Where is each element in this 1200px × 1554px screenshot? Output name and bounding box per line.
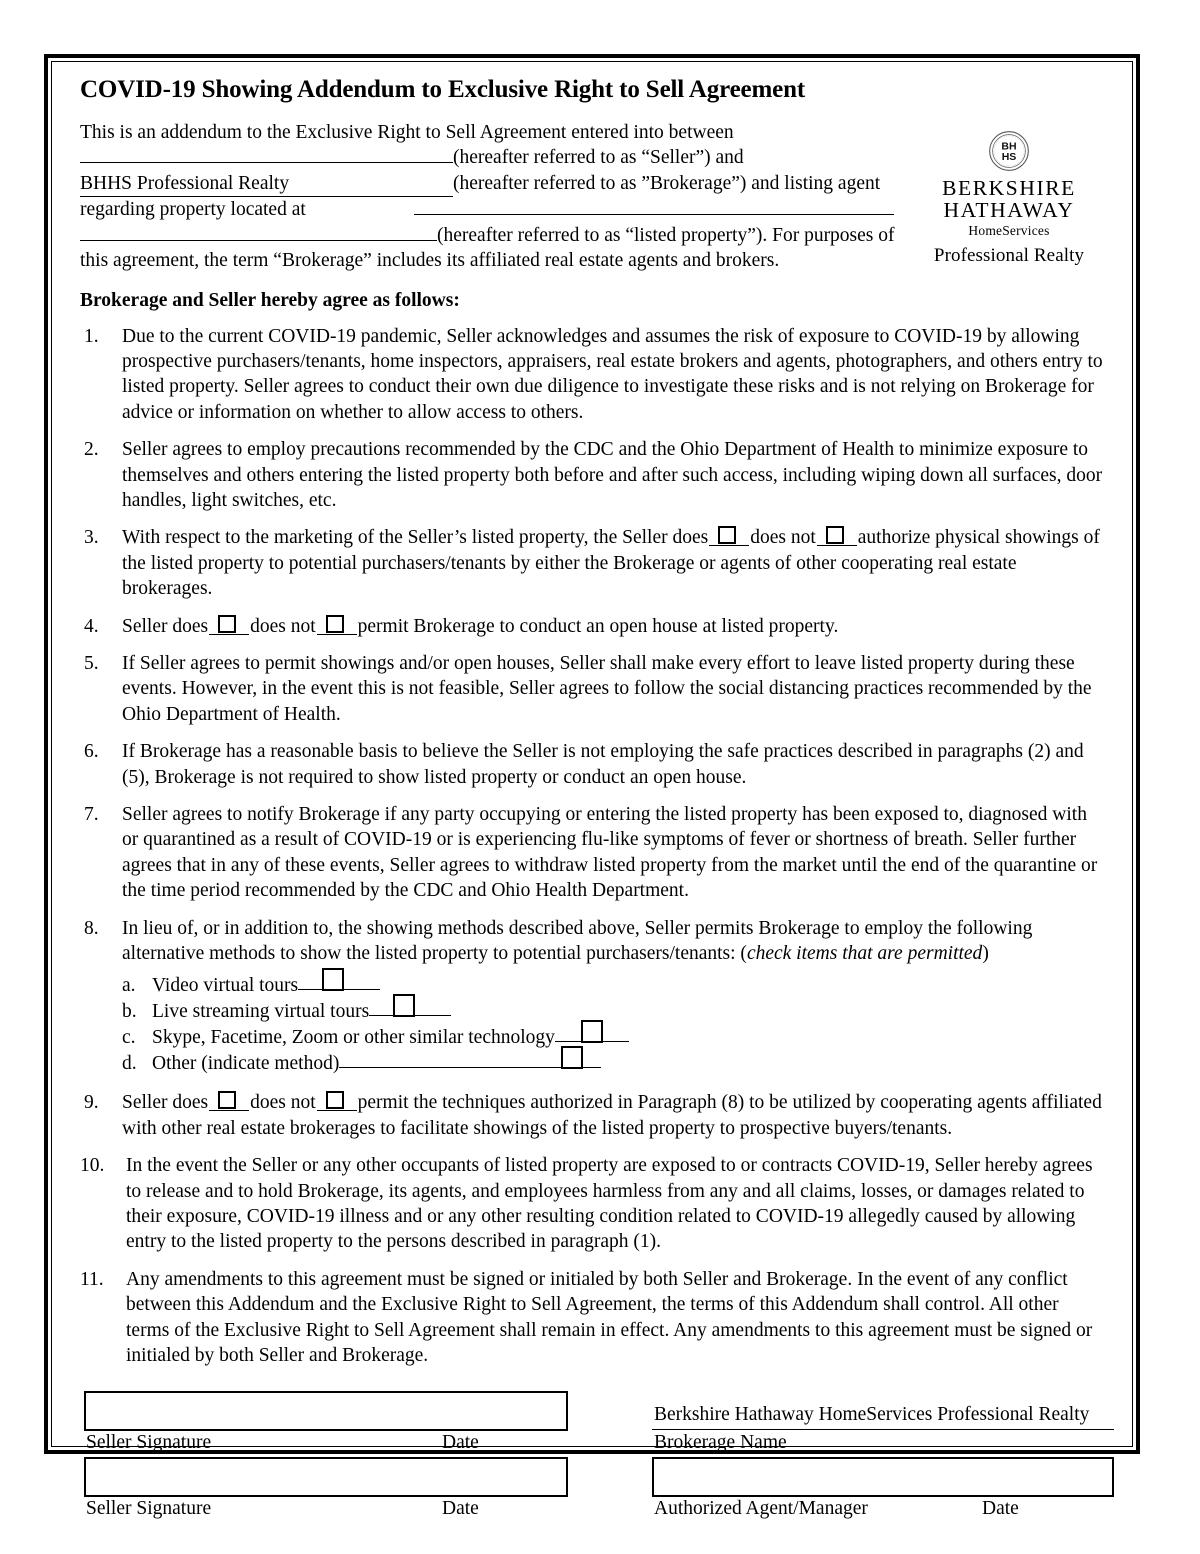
clause-1-number: 1. bbox=[84, 325, 99, 347]
clause-8 bbox=[80, 916, 1106, 1077]
intro-line-agent bbox=[80, 197, 940, 223]
intro-sentence-1: This is an addendum to the Exclusive Right to Sell Agreement entered into between bbox=[80, 121, 734, 143]
clause-4-text-part3: permit Brokerage to conduct an open house at listed property. bbox=[357, 615, 839, 637]
subitem-b-checkbox-rule[interactable] bbox=[369, 998, 451, 1017]
clause-4-text-part1: Seller does bbox=[122, 615, 209, 637]
clause-3 bbox=[80, 525, 1106, 601]
clause-9-does-checkbox[interactable] bbox=[209, 1092, 249, 1111]
clause-2-text: Seller agrees to employ precautions recommended by the CDC and the Ohio Department of Health to minimize exposure to themselves and others entering the listed property both before and after such access, including wiping down all surfaces, door handles, light switches, etc. bbox=[122, 439, 1103, 511]
checkbox-square[interactable] bbox=[581, 1020, 603, 1043]
clause-8-subitem-c bbox=[122, 1024, 1106, 1050]
clause-7-text: Seller agrees to notify Brokerage if any party occupying or entering the listed property has been exposed to, diagnosed with or quarantined as a result of COVID-19 or is experiencing flu-like symptoms of fever or shortness of breath. Seller further agrees that in any of these events, Seller agrees to withdraw listed property from the market until the end of the quarantine or the time period recommended by the CDC and Ohio Health Department. bbox=[122, 804, 1098, 902]
clause-10 bbox=[80, 1153, 1106, 1255]
document-body bbox=[52, 62, 1132, 1519]
logo-brand-line-3: HomeServices bbox=[968, 222, 1050, 238]
clause-4-does-checkbox[interactable] bbox=[209, 616, 249, 635]
property-prefix-text: regarding property located at bbox=[80, 199, 306, 220]
seller-signature-field-2[interactable] bbox=[84, 1457, 568, 1497]
clause-4-text-part2: does not bbox=[250, 615, 316, 637]
subitem-c-label: Skype, Facetime, Zoom or other similar technology bbox=[152, 1027, 555, 1049]
seller-date-label-1: Date bbox=[442, 1431, 479, 1453]
clause-5-text: If Seller agrees to permit showings and/or open houses, Seller shall make every effort to leave listed property during these events. However, in the event this is not feasible, Seller agrees to follow the social distancing practices recommended by the Ohio Department of Health. bbox=[122, 652, 1092, 725]
seller-signature-label-2: Seller Signature bbox=[86, 1497, 212, 1519]
clause-5-number: 5. bbox=[84, 652, 99, 674]
document-page-frame bbox=[44, 54, 1140, 1519]
intro-line-closing bbox=[80, 248, 940, 274]
intro-line-brokerage bbox=[80, 171, 940, 198]
clause-10-text: In the event the Seller or any other occupants of listed property are exposed to or contracts COVID-19, Seller hereby agrees to release and to hold Brokerage, its agents, and employees harmless from any and all claims, losses, or damages related to their exposure, COVID-19 illness and or any other resulting condition related to COVID-19 allegedly caused by allowing entry to the listed property to the persons described in paragraph (1). bbox=[126, 1155, 1093, 1253]
clause-3-text-part3: authorize physical showings of the listed property to potential purchasers/tenants by either the Brokerage or agents of other cooperating real estate brokerages. bbox=[122, 527, 1100, 600]
subitem-c-checkbox-rule[interactable] bbox=[555, 1024, 629, 1043]
clause-11-number: 11. bbox=[80, 1268, 104, 1290]
seller-date-label-2: Date bbox=[442, 1497, 479, 1519]
brokerage-name-underline bbox=[652, 1429, 1114, 1430]
brokerage-logo bbox=[914, 130, 1104, 266]
checkbox-square[interactable] bbox=[326, 615, 344, 633]
intro-line-property bbox=[80, 223, 940, 249]
clause-6-text: If Brokerage has a reasonable basis to believe the Seller is not employing the safe practices described in paragraphs (2) and (5), Brokerage is not required to show listed property or conduct an open house. bbox=[122, 741, 1084, 788]
clause-4-does-not-checkbox[interactable] bbox=[317, 616, 357, 635]
brokerage-suffix-text: (hereafter referred to as ”Brokerage”) and listing agent bbox=[453, 172, 881, 194]
clause-9-text-part1: Seller does bbox=[122, 1092, 209, 1114]
clause-8-text-part2: ) bbox=[982, 943, 989, 965]
property-address-field[interactable] bbox=[80, 240, 437, 241]
clause-3-does-not-checkbox[interactable] bbox=[817, 527, 857, 546]
clause-8-subitem-b bbox=[122, 998, 1106, 1024]
clause-9-text-part3: permit the techniques authorized in Paragraph (8) to be utilized by cooperating agents affiliated with other real estate brokerages to facilitate showings of the listed property to prospective buyers/tenants. bbox=[122, 1092, 1102, 1139]
logo-affiliate-name: Professional Realty bbox=[933, 245, 1085, 266]
subitem-d-method-field[interactable] bbox=[339, 1050, 601, 1069]
clause-4 bbox=[80, 614, 1106, 639]
clause-9-number: 9. bbox=[84, 1092, 99, 1114]
subitem-b-label: Live streaming virtual tours bbox=[152, 1001, 370, 1023]
clause-11-text: Any amendments to this agreement must be signed or initialed by both Seller and Brokerage. In the event of any conflict between this Addendum and the Exclusive Right to Sell Agreement, the terms of this Addendum shall control. All other terms of the Exclusive Right to Sell Agreement shall remain in effect. Any amendments to this agreement must be signed or initialed by both Seller and Brokerage. bbox=[126, 1268, 1093, 1367]
brokerage-name-label: Brokerage Name bbox=[654, 1431, 787, 1453]
brokerage-name-field[interactable]: BHHS Professional Realty bbox=[80, 171, 453, 198]
clause-9-does-not-checkbox[interactable] bbox=[317, 1092, 357, 1111]
signature-section bbox=[80, 1391, 1106, 1523]
listing-agent-field[interactable] bbox=[414, 214, 664, 215]
intro-section bbox=[80, 120, 1106, 274]
clause-5 bbox=[80, 651, 1106, 727]
clause-8-italic-note: check items that are permitted bbox=[746, 943, 983, 965]
intro-text bbox=[80, 120, 940, 274]
clause-2-number: 2. bbox=[84, 439, 99, 461]
seller-signature-field-1[interactable] bbox=[84, 1391, 568, 1431]
page-title: COVID-19 Showing Addendum to Exclusive Right to Sell Agreement bbox=[80, 76, 806, 103]
clause-3-does-checkbox[interactable] bbox=[709, 527, 749, 546]
bhhs-seal-icon bbox=[988, 130, 1030, 172]
agreement-heading: Brokerage and Seller hereby agree as follows: bbox=[80, 289, 460, 311]
authorized-agent-label: Authorized Agent/Manager bbox=[654, 1497, 868, 1519]
clause-10-number: 10. bbox=[80, 1155, 105, 1177]
subitem-a-label: Video virtual tours bbox=[152, 975, 299, 997]
subitem-b-letter: b. bbox=[122, 1001, 137, 1023]
clause-2 bbox=[80, 437, 1106, 513]
checkbox-square[interactable] bbox=[322, 968, 344, 991]
listing-agent-field-ext[interactable] bbox=[664, 214, 894, 215]
clause-8-text-part1: In lieu of, or in addition to, the showing methods described above, Seller permits Brokerage to employ the following alternative methods to show the listed property to potential purchasers/tenants: ( bbox=[122, 917, 1033, 965]
clause-4-number: 4. bbox=[84, 615, 99, 637]
logo-brand-line-2: HATHAWAY bbox=[943, 197, 1075, 222]
authorized-date-label: Date bbox=[982, 1497, 1019, 1519]
checkbox-square[interactable] bbox=[218, 615, 236, 633]
checkbox-square[interactable] bbox=[218, 1091, 236, 1109]
clause-8-subitem-a bbox=[122, 972, 1106, 998]
logo-brand-line-1: BERKSHIRE bbox=[942, 175, 1076, 200]
subitem-c-letter: c. bbox=[122, 1027, 136, 1049]
clause-1 bbox=[80, 324, 1106, 426]
checkbox-square[interactable] bbox=[561, 1046, 583, 1069]
subitem-d-letter: d. bbox=[122, 1053, 137, 1075]
clause-7-number: 7. bbox=[84, 804, 99, 825]
clause-1-text: Due to the current COVID-19 pandemic, Seller acknowledges and assumes the risk of exposure to COVID-19 by allowing prospective purchasers/tenants, home inspectors, appraisers, real estate brokers and agents, photographers, and others entry to listed property. Seller agrees to conduct their own due diligence to investigate these risks and is not relying on Brokerage for advice or information on whether to allow access to others. bbox=[122, 325, 1103, 423]
clause-3-text-part2: does not bbox=[750, 527, 816, 549]
checkbox-square[interactable] bbox=[826, 526, 844, 544]
seller-name-field[interactable] bbox=[80, 162, 453, 163]
authorized-agent-field[interactable] bbox=[652, 1457, 1114, 1497]
intro-closing-text: this agreement, the term “Brokerage” includes its affiliated real estate agents and brokers. bbox=[80, 250, 780, 271]
clause-11 bbox=[80, 1267, 1106, 1369]
subitem-a-letter: a. bbox=[122, 975, 136, 997]
clause-8-subitem-d bbox=[122, 1050, 1106, 1076]
seller-signature-label-1: Seller Signature bbox=[86, 1431, 212, 1453]
checkbox-square[interactable] bbox=[393, 994, 415, 1017]
intro-line-1 bbox=[80, 120, 940, 146]
clause-8-sublist bbox=[122, 972, 1106, 1076]
seller-suffix-text: (hereafter referred to as “Seller”) and bbox=[453, 147, 744, 168]
checkbox-square[interactable] bbox=[718, 526, 736, 544]
clause-9 bbox=[80, 1090, 1106, 1141]
intro-line-seller bbox=[80, 145, 940, 171]
document-page-inner-border bbox=[51, 61, 1133, 1519]
checkbox-square[interactable] bbox=[326, 1091, 344, 1109]
subitem-d-label: Other (indicate method) bbox=[152, 1053, 340, 1075]
clause-8-number: 8. bbox=[84, 917, 99, 939]
subitem-a-checkbox-rule[interactable] bbox=[298, 972, 380, 991]
clause-9-text-part2: does not bbox=[250, 1092, 316, 1114]
clause-6-number: 6. bbox=[84, 741, 99, 763]
brokerage-name-value: Berkshire Hathaway HomeServices Professional Realty bbox=[654, 1403, 1090, 1425]
seal-top-text: BH bbox=[1001, 139, 1017, 152]
property-suffix-text: (hereafter referred to as “listed property”). For purposes of bbox=[437, 224, 895, 246]
seal-bottom-text: HS bbox=[1001, 150, 1017, 163]
clause-3-number: 3. bbox=[84, 527, 99, 549]
clause-6 bbox=[80, 739, 1106, 790]
clause-7 bbox=[80, 802, 1106, 904]
clause-3-text-part1: With respect to the marketing of the Seller’s listed property, the Seller does bbox=[122, 527, 709, 549]
